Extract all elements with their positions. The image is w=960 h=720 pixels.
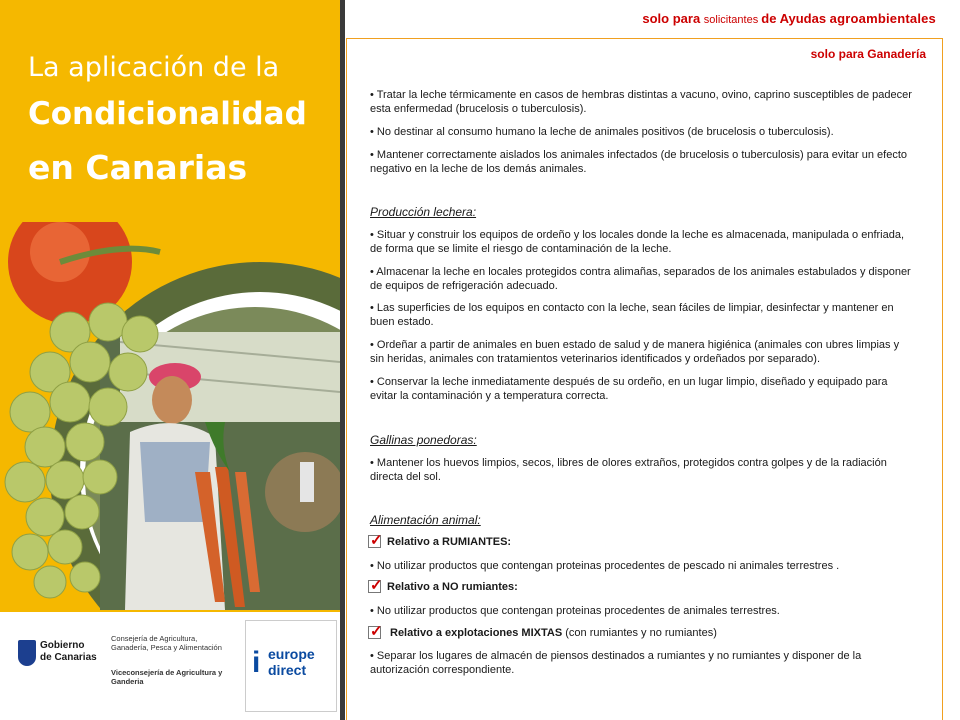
checkmark-icon bbox=[368, 580, 381, 593]
viceconsejeria-text: Viceconsejería de Agricultura y Ganderia bbox=[111, 668, 223, 686]
section-heading-alimentacion-animal: Alimentación animal: bbox=[370, 513, 481, 527]
gobierno-logo-text: Gobierno de Canarias bbox=[40, 640, 97, 663]
consejeria-text: Consejería de Agricultura, Ganadería, Pesca y Alimentación bbox=[111, 634, 222, 652]
subheading-no-rumiantes: Relativo a NO rumiantes: bbox=[387, 581, 518, 593]
bullet-item: • No utilizar productos que contengan proteinas procedentes de pescado ni animales terrestres . bbox=[370, 560, 840, 572]
title-line-2: Condicionalidad bbox=[28, 96, 307, 132]
bullet-item: • Mantener los huevos limpios, secos, libres de olores extraños, protegidos contra golpes y de la radiación directa del sol. bbox=[370, 457, 887, 483]
section-heading-gallinas-ponedoras: Gallinas ponedoras: bbox=[370, 433, 477, 447]
header-audience: solo para solicitantes de Ayudas agroambientales bbox=[642, 11, 936, 26]
subheading-rumiantes: Relativo a RUMIANTES: bbox=[387, 536, 512, 548]
bullet-item: • Mantener correctamente aislados los animales infectados (de brucelosis o tuberculosis) para evitar un efecto negativo en la leche de los demás animales. bbox=[370, 149, 908, 175]
bullet-item: • Tratar la leche térmicamente en casos de hembras distintas a vacuno, ovino, caprino susceptibles de padecer esta enfermedad (brucelosis o tuberculosis). bbox=[370, 89, 912, 115]
bullet-item: • No destinar al consumo humano la leche de animales positivos (de brucelosis o tuberculosis). bbox=[370, 126, 834, 138]
frame-line-top bbox=[346, 38, 943, 39]
bullet-item: • Conservar la leche inmediatamente después de su ordeño, en un lugar limpio, diseñado y equipado para evitar la contaminación y a temperatura correcta. bbox=[370, 376, 888, 402]
checkmark-icon bbox=[368, 535, 381, 548]
agriculture-photo-collage bbox=[0, 222, 340, 610]
europe-direct-text: europe direct bbox=[268, 646, 315, 678]
header-ganaderia: solo para Ganadería bbox=[810, 47, 926, 61]
bullet-item: • Separar los lugares de almacén de piensos destinados a rumiantes y no rumiantes y disponer de la autorización correspondiente. bbox=[370, 650, 862, 676]
title-line-3: en Canarias bbox=[28, 148, 248, 187]
europe-direct-i-icon: i bbox=[252, 646, 261, 679]
bullet-item: • No utilizar productos que contengan proteinas procedentes de animales terrestres. bbox=[370, 605, 780, 617]
checkmark-icon bbox=[368, 626, 381, 639]
subheading-mixtas: Relativo a explotaciones MIXTAS (con rumiantes y no rumiantes) bbox=[390, 627, 717, 639]
bullet-item: • Las superficies de los equipos en contacto con la leche, sean fáciles de limpiar, desinfectar y mantener en buen estado. bbox=[370, 302, 894, 328]
gobierno-shield-icon bbox=[18, 640, 36, 666]
bullet-item: • Ordeñar a partir de animales en buen estado de salud y de manera higiénica (animales con ubres limpias y sin heridas, animales con tratamientos veterinarios identificados y ordeñados por separado). bbox=[370, 339, 900, 365]
section-heading-produccion-lechera: Producción lechera: bbox=[370, 205, 477, 219]
frame-line-left bbox=[346, 38, 347, 720]
bullet-item: • Almacenar la leche en locales protegidos contra alimañas, separados de los animales estabulados y disponer de equipos de refrigeración adecuado. bbox=[370, 266, 911, 292]
bullet-item: • Situar y construir los equipos de ordeño y los locales donde la leche es almacenada, manipulada o enfriada, de forma que se limite el riesgo de contaminación de la leche. bbox=[370, 229, 905, 255]
title-line-1: La aplicación de la bbox=[28, 52, 280, 83]
frame-line-right bbox=[942, 38, 943, 720]
cover-panel bbox=[0, 0, 340, 720]
